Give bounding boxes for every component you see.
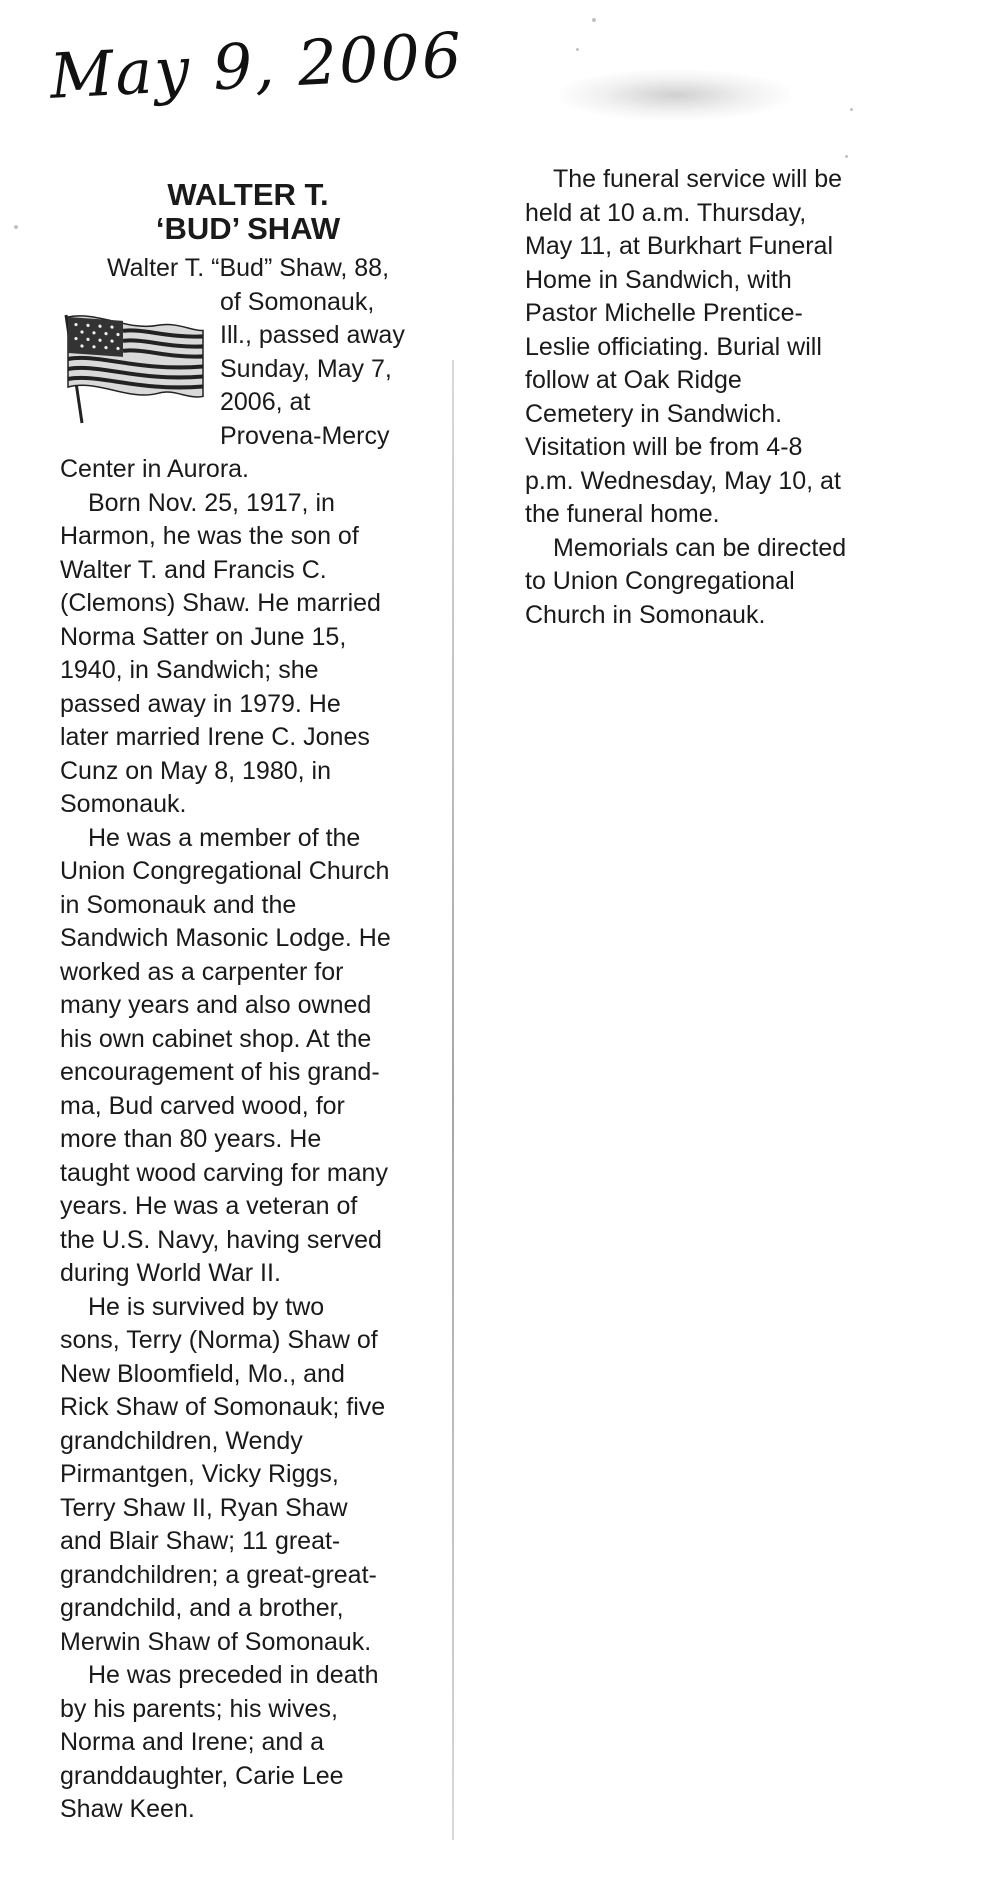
- text-line: Rick Shaw of Somonauk; five: [60, 1393, 386, 1421]
- text-line: in Somonauk and the: [60, 890, 297, 919]
- text-line: Cunz on May 8, 1980, in: [60, 756, 331, 785]
- text-line: Pirmantgen, Vicky Riggs,: [60, 1460, 339, 1488]
- text-line: sons, Terry (Norma) Shaw of: [60, 1326, 378, 1354]
- text-line: Church in Somonauk.: [525, 600, 766, 629]
- text-line: Walter T. and Francis C.: [60, 555, 327, 584]
- headline-line-2: ‘BUD’ SHAW: [155, 211, 341, 246]
- text-line: Leslie officiating. Burial will: [525, 332, 822, 361]
- scan-speck: [592, 18, 596, 22]
- text-line: Visitation will be from 4-8: [525, 433, 803, 461]
- paragraph-survivors: [60, 1291, 436, 1660]
- text-line: Sandwich Masonic Lodge. He: [60, 924, 391, 952]
- paragraph-life: [60, 822, 436, 1291]
- left-column: [60, 252, 436, 1827]
- text-line: Norma Satter on June 15,: [60, 622, 347, 651]
- scan-speck: [850, 108, 853, 111]
- text-line: Shaw Keen.: [60, 1795, 195, 1823]
- text-line: later married Irene C. Jones: [60, 723, 370, 751]
- column-divider: [452, 360, 454, 1840]
- text-line: grandchildren, Wendy: [60, 1426, 303, 1455]
- obituary-headline: [60, 178, 436, 246]
- text-line: New Bloomfield, Mo., and: [60, 1359, 345, 1388]
- handwritten-date: May 9, 2006: [48, 18, 466, 113]
- intro-wrapped-line: Sunday, May 7,: [220, 354, 392, 383]
- text-line: passed away in 1979. He: [60, 689, 341, 718]
- text-line: taught wood carving for many: [60, 1158, 388, 1187]
- text-line: May 11, at Burkhart Funeral: [525, 232, 834, 260]
- text-line: his own cabinet shop. At the: [60, 1024, 372, 1053]
- scan-smudge: [560, 70, 790, 120]
- scan-speck: [845, 155, 848, 158]
- text-line: Terry Shaw II, Ryan Shaw: [60, 1493, 348, 1522]
- scan-speck: [576, 48, 579, 51]
- intro-wrapped-line: Provena-Mercy: [220, 421, 390, 450]
- text-line: He was preceded in death: [88, 1661, 379, 1689]
- text-line: Harmon, he was the son of: [60, 522, 359, 550]
- text-line: Born Nov. 25, 1917, in: [88, 488, 335, 517]
- right-column: [525, 163, 920, 632]
- text-line: years. He was a veteran of: [60, 1192, 358, 1220]
- paragraph-memorials: [525, 532, 920, 633]
- text-line: The funeral service will be: [553, 165, 843, 193]
- text-line: Merwin Shaw of Somonauk.: [60, 1627, 372, 1656]
- paragraph-preceded: [60, 1659, 436, 1827]
- text-line: held at 10 a.m. Thursday,: [525, 198, 807, 227]
- text-line: worked as a carpenter for: [60, 957, 344, 986]
- text-line: (Clemons) Shaw. He married: [60, 589, 381, 617]
- text-line: p.m. Wednesday, May 10, at: [525, 466, 841, 495]
- intro-wrapped-line: 2006, at: [220, 388, 311, 416]
- text-line: many years and also owned: [60, 991, 372, 1019]
- intro-line: Walter T. “Bud” Shaw, 88,: [106, 254, 390, 282]
- text-line: Cemetery in Sandwich.: [525, 399, 783, 428]
- intro-wrapped-text: [220, 286, 436, 454]
- text-line: Home in Sandwich, with: [525, 265, 792, 294]
- paragraph-services: [525, 163, 920, 532]
- text-line: ma, Bud carved wood, for: [60, 1091, 345, 1120]
- text-line: Norma and Irene; and a: [60, 1728, 325, 1756]
- text-line: to Union Congregational: [525, 567, 795, 595]
- text-line: He was a member of the: [88, 823, 361, 852]
- text-line: grandchild, and a brother,: [60, 1594, 344, 1622]
- text-line: during World War II.: [60, 1259, 281, 1287]
- scan-speck: [14, 225, 18, 229]
- text-line: encouragement of his grand-: [60, 1058, 380, 1086]
- text-line: Somonauk.: [60, 790, 187, 818]
- text-line: Union Congregational Church: [60, 857, 390, 885]
- intro-tail: Center in Aurora.: [60, 455, 249, 483]
- text-line: Pastor Michelle Prentice-: [525, 299, 803, 327]
- headline-line-1: WALTER T.: [167, 177, 329, 212]
- text-line: follow at Oak Ridge: [525, 366, 742, 394]
- text-line: the U.S. Navy, having served: [60, 1225, 382, 1254]
- intro-wrapped-line: of Somonauk,: [220, 287, 375, 316]
- text-line: grandchildren; a great-great-: [60, 1560, 377, 1589]
- text-line: more than 80 years. He: [60, 1125, 322, 1153]
- text-line: 1940, in Sandwich; she: [60, 656, 319, 684]
- paragraph-birth: [60, 487, 436, 822]
- text-line: the funeral home.: [525, 500, 720, 528]
- text-line: He is survived by two: [88, 1292, 325, 1321]
- intro-wrapped-line: Ill., passed away: [220, 321, 405, 349]
- text-line: by his parents; his wives,: [60, 1694, 338, 1723]
- text-line: Memorials can be directed: [553, 533, 847, 562]
- text-line: granddaughter, Carie Lee: [60, 1761, 344, 1790]
- text-line: and Blair Shaw; 11 great-: [60, 1527, 341, 1555]
